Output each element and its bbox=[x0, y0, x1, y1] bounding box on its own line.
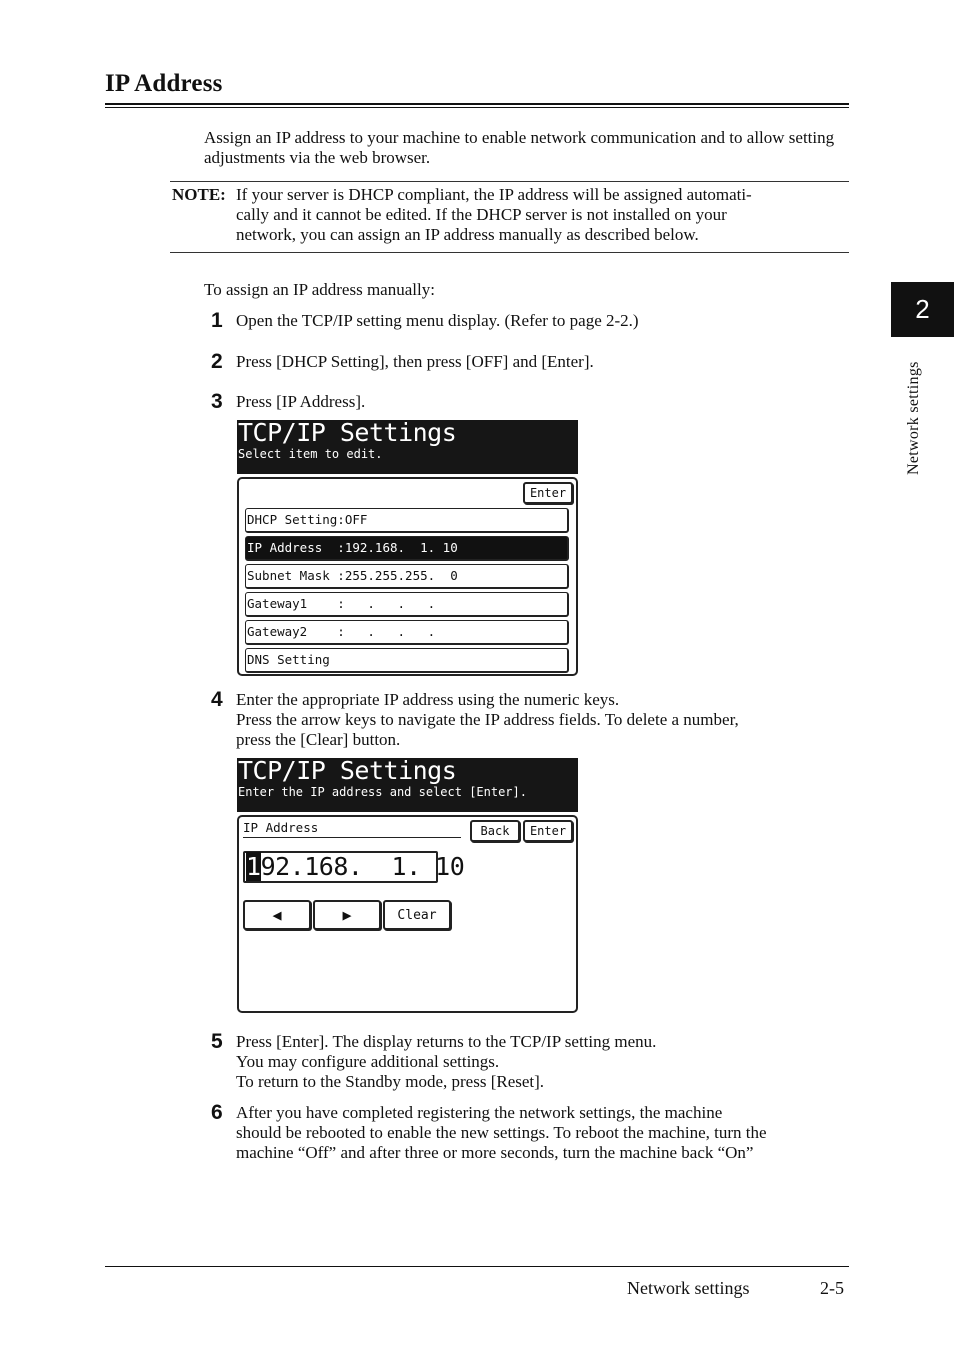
note-divider-top bbox=[170, 181, 849, 182]
setting-row-subnet-mask[interactable]: Subnet Mask :255.255.255. 0 bbox=[245, 564, 569, 589]
left-arrow-icon: ◀ bbox=[272, 906, 282, 924]
step-text bbox=[236, 1032, 846, 1092]
step-line: After you have completed registering the network settings, the machine bbox=[236, 1103, 723, 1122]
step-line: press the [Clear] button. bbox=[236, 730, 401, 749]
step-text bbox=[236, 1103, 846, 1163]
step-line: To return to the Standby mode, press [Reset]. bbox=[236, 1072, 545, 1091]
title-rule-thin bbox=[105, 107, 849, 108]
back-button[interactable]: Back bbox=[470, 820, 520, 842]
right-arrow-button[interactable] bbox=[313, 900, 381, 930]
footer-rule bbox=[105, 1266, 849, 1267]
page-title: IP Address bbox=[105, 70, 223, 97]
right-arrow-icon: ▶ bbox=[342, 906, 352, 924]
step-number: 2 bbox=[211, 350, 223, 373]
ip-address-value: 92.168. 1. 10 bbox=[260, 852, 465, 881]
lcd-settings-panel bbox=[237, 477, 578, 676]
enter-button[interactable]: Enter bbox=[523, 482, 573, 504]
chapter-side-label: Network settings bbox=[905, 361, 922, 475]
step-line: Press the arrow keys to navigate the IP address fields. To delete a number, bbox=[236, 710, 739, 729]
step-number: 1 bbox=[211, 309, 223, 332]
step-text bbox=[236, 311, 846, 331]
note-line: cally and it cannot be edited. If the DHCP server is not installed on your bbox=[236, 205, 727, 224]
intro-paragraph: Assign an IP address to your machine to enable network communication and to allow setting adjustments via the web browser. bbox=[204, 128, 835, 167]
note-line: If your server is DHCP compliant, the IP address will be assigned automati- bbox=[236, 185, 752, 204]
step-line: machine “Off” and after three or more seconds, turn the machine back “On” bbox=[236, 1143, 754, 1162]
enter-button[interactable]: Enter bbox=[523, 820, 573, 842]
footer-page-number: 2-5 bbox=[820, 1278, 844, 1298]
procedure-lead: To assign an IP address manually: bbox=[204, 280, 435, 299]
ip-address-input[interactable] bbox=[243, 851, 465, 883]
note-line: network, you can assign an IP address manually as described below. bbox=[236, 225, 699, 244]
setting-row-gateway1[interactable]: Gateway1 : . . . bbox=[245, 592, 569, 617]
setting-row-dns[interactable]: DNS Setting bbox=[245, 648, 569, 673]
chapter-tab: 2 bbox=[891, 282, 954, 337]
step-text bbox=[236, 392, 846, 412]
step-line: Open the TCP/IP setting menu display. (Refer to page 2-2.) bbox=[236, 311, 639, 330]
step-line: You may configure additional settings. bbox=[236, 1052, 500, 1071]
step-number: 3 bbox=[211, 390, 223, 413]
step-number: 6 bbox=[211, 1101, 223, 1124]
lcd-ip-entry-panel bbox=[237, 815, 578, 1013]
step-line: Press [IP Address]. bbox=[236, 392, 366, 411]
left-arrow-button[interactable] bbox=[243, 900, 311, 930]
step-line: Press [DHCP Setting], then press [OFF] and [Enter]. bbox=[236, 352, 594, 371]
step-number: 4 bbox=[211, 688, 223, 711]
setting-row-ip-address[interactable]: IP Address :192.168. 1. 10 bbox=[245, 536, 569, 561]
note-label: NOTE: bbox=[172, 185, 226, 204]
lcd-title: TCP/IP Settings bbox=[238, 418, 457, 447]
note-body bbox=[236, 185, 836, 245]
clear-button[interactable]: Clear bbox=[383, 900, 451, 930]
note-divider-bottom bbox=[170, 252, 849, 253]
step-line: Press [Enter]. The display returns to the TCP/IP setting menu. bbox=[236, 1032, 657, 1051]
step-text bbox=[236, 352, 846, 372]
lcd-title: TCP/IP Settings bbox=[238, 756, 457, 785]
step-number: 5 bbox=[211, 1030, 223, 1053]
ip-address-label: IP Address bbox=[243, 819, 461, 838]
step-line: should be rebooted to enable the new settings. To reboot the machine, turn the bbox=[236, 1123, 767, 1142]
step-text bbox=[236, 690, 846, 750]
input-caret: 1 bbox=[246, 852, 261, 881]
step-line: Enter the appropriate IP address using the numeric keys. bbox=[236, 690, 620, 709]
title-rule bbox=[105, 103, 849, 105]
lcd-subtitle: Enter the IP address and select [Enter]. bbox=[238, 785, 527, 799]
lcd-header bbox=[237, 420, 578, 474]
lcd-header bbox=[237, 758, 578, 812]
footer-section-name: Network settings bbox=[627, 1278, 750, 1298]
lcd-subtitle: Select item to edit. bbox=[238, 447, 383, 461]
setting-row-gateway2[interactable]: Gateway2 : . . . bbox=[245, 620, 569, 645]
setting-row-dhcp[interactable]: DHCP Setting:OFF bbox=[245, 508, 569, 533]
